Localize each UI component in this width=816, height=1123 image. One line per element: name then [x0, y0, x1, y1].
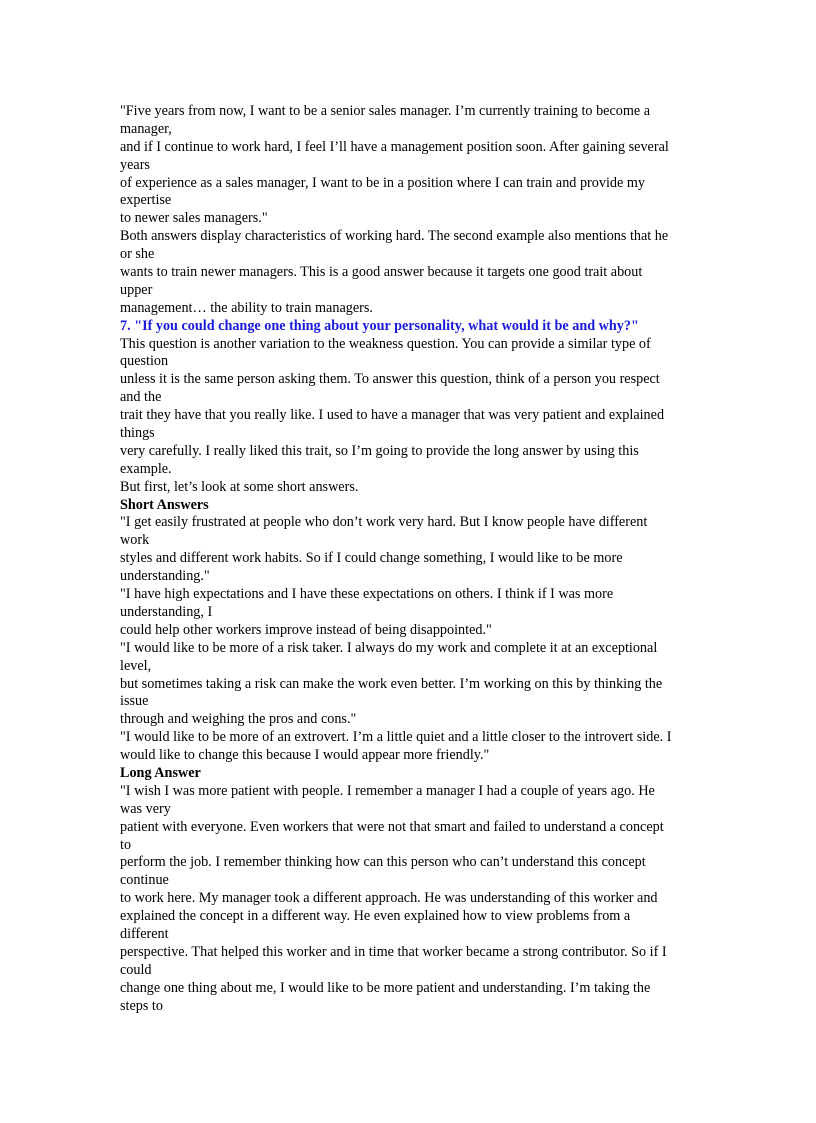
text-line: This question is another variation to the weakness question. You can provide a similar type of: [120, 335, 651, 352]
text-line: "I have high expectations and I have these expectations on others. I think if I was more: [120, 586, 614, 603]
section-heading: Long Answer: [120, 764, 201, 781]
text-line: example.: [120, 460, 172, 477]
text-line: to work here. My manager took a different approach. He was understanding of this worker and: [120, 890, 658, 907]
text-line: different: [120, 925, 169, 942]
text-line: perspective. That helped this worker and in time that worker became a strong contributor. So if I: [120, 943, 667, 960]
text-line: perform the job. I remember thinking how can this person who can’t understand this concept: [120, 854, 646, 871]
text-line: "I would like to be more of an extrovert. I’m a little quiet and a little closer to the introvert side. I: [120, 729, 672, 746]
text-line: Both answers display characteristics of working hard. The second example also mentions that he: [120, 228, 669, 245]
text-line: could help other workers improve instead of being disappointed.": [120, 621, 492, 638]
text-line: steps to: [120, 997, 163, 1014]
text-line: and if I continue to work hard, I feel I’ll have a management position soon. After gaining several: [120, 138, 669, 155]
text-line: trait they have that you really like. I used to have a manager that was very patient and explained: [120, 407, 665, 424]
document-page: [120, 103, 720, 1015]
text-line: styles and different work habits. So if I could change something, I would like to be more: [120, 550, 623, 567]
text-line: patient with everyone. Even workers that were not that smart and failed to understand a concept: [120, 818, 664, 835]
text-line: continue: [120, 872, 169, 889]
text-line: "I would like to be more of a risk taker. I always do my work and complete it at an exceptional: [120, 639, 658, 656]
text-line: through and weighing the pros and cons.": [120, 711, 357, 728]
text-line: level,: [120, 657, 152, 674]
text-line: but sometimes taking a risk can make the work even better. I’m working on this by thinking the: [120, 675, 663, 692]
text-line: "I wish I was more patient with people. I remember a manager I had a couple of years ago. He: [120, 782, 655, 799]
text-line: manager,: [120, 120, 172, 137]
text-line: But first, let’s look at some short answers.: [120, 478, 359, 495]
text-line: of experience as a sales manager, I want to be in a position where I can train and provide my: [120, 174, 645, 191]
text-line: understanding.": [120, 568, 210, 585]
text-line: years: [120, 156, 150, 173]
text-line: very carefully. I really liked this trait, so I’m going to provide the long answer by using this: [120, 442, 639, 459]
text-line: issue: [120, 693, 149, 710]
text-line: could: [120, 961, 152, 978]
section-heading: Short Answers: [120, 496, 209, 513]
text-line: question: [120, 353, 169, 370]
text-line: "Five years from now, I want to be a senior sales manager. I’m currently training to become a: [120, 103, 651, 119]
text-line: change one thing about me, I would like to be more patient and understanding. I’m taking the: [120, 979, 651, 996]
text-line: unless it is the same person asking them. To answer this question, think of a person you respect: [120, 371, 660, 388]
text-line: wants to train newer managers. This is a good answer because it targets one good trait about: [120, 264, 643, 281]
text-line: work: [120, 532, 150, 549]
text-line: would like to change this because I would appear more friendly.": [120, 747, 490, 764]
text-line: to newer sales managers.": [120, 210, 268, 227]
text-line: expertise: [120, 192, 172, 209]
text-line: things: [120, 425, 155, 442]
text-line: upper: [120, 281, 153, 298]
text-line: was very: [120, 800, 171, 817]
text-line: management… the ability to train managers.: [120, 299, 373, 316]
text-line: to: [120, 836, 132, 853]
text-line: and the: [120, 389, 162, 406]
text-line: or she: [120, 246, 155, 263]
text-line: explained the concept in a different way. He even explained how to view problems from a: [120, 908, 631, 925]
text-line: understanding, I: [120, 603, 213, 620]
question-heading: 7. "If you could change one thing about your personality, what would it be and why?": [120, 317, 639, 334]
text-line: "I get easily frustrated at people who don’t work very hard. But I know people have different: [120, 514, 648, 531]
